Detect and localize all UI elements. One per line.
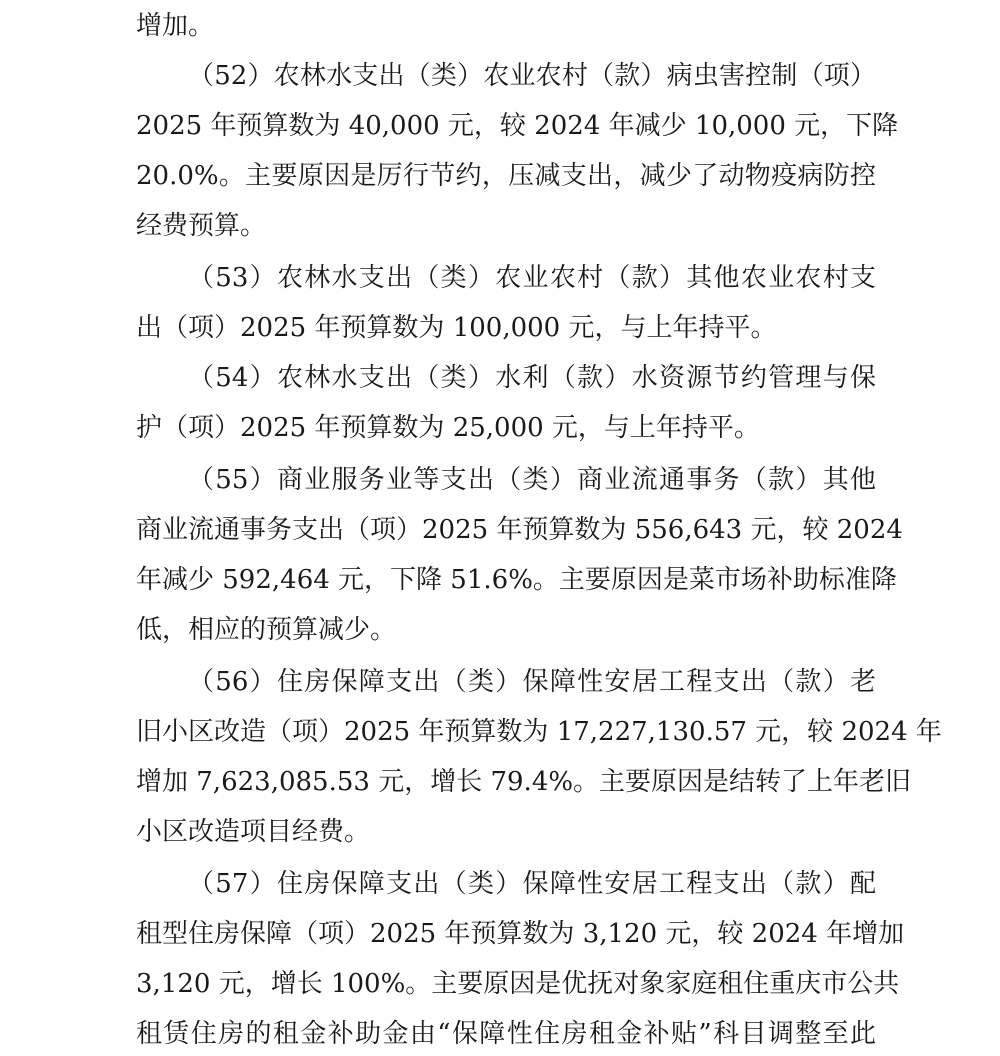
paragraph-57-line-1: （57）住房保障支出（类）保障性安居工程支出（款）配 — [188, 869, 876, 899]
paragraph-54-line-2: 护（项）2025 年预算数为 25,000 元，与上年持平。 — [136, 413, 760, 443]
text-line: 增加。 — [136, 11, 215, 41]
paragraph-53-line-2: 出（项）2025 年预算数为 100,000 元，与上年持平。 — [136, 313, 777, 343]
paragraph-52-line-4: 经费预算。 — [136, 211, 267, 241]
paragraph-54-line-1: （54）农林水支出（类）水利（款）水资源节约管理与保 — [188, 363, 876, 393]
paragraph-57-line-2: 租型住房保障（项）2025 年预算数为 3,120 元，较 2024 年增加 — [136, 919, 905, 949]
paragraph-55-line-1: （55）商业服务业等支出（类）商业流通事务（款）其他 — [188, 465, 876, 495]
paragraph-56-line-3: 增加 7,623,085.53 元，增长 79.4%。主要原因是结转了上年老旧 — [136, 767, 912, 797]
paragraph-56-line-2: 旧小区改造（项）2025 年预算数为 17,227,130.57 元，较 2024 年 — [136, 717, 942, 747]
paragraph-57-line-4: 租赁住房的租金补助金由“保障性住房租金补贴”科目调整至此 — [136, 1019, 876, 1049]
paragraph-56-line-4: 小区改造项目经费。 — [136, 817, 371, 847]
paragraph-55-line-4: 低，相应的预算减少。 — [136, 615, 397, 645]
paragraph-52-line-1: （52）农林水支出（类）农业农村（款）病虫害控制（项） — [188, 61, 876, 91]
paragraph-55-line-2: 商业流通事务支出（项）2025 年预算数为 556,643 元，较 2024 — [136, 515, 903, 545]
paragraph-53-line-1: （53）农林水支出（类）农业农村（款）其他农业农村支 — [188, 263, 876, 293]
paragraph-52-line-2: 2025 年预算数为 40,000 元，较 2024 年减少 10,000 元，下降 — [136, 111, 899, 141]
paragraph-55-line-3: 年减少 592,464 元，下降 51.6%。主要原因是菜市场补助标准降 — [136, 565, 897, 595]
paragraph-52-line-3: 20.0%。主要原因是厉行节约，压减支出，减少了动物疫病防控 — [136, 161, 876, 191]
paragraph-56-line-1: （56）住房保障支出（类）保障性安居工程支出（款）老 — [188, 667, 876, 697]
paragraph-57-line-3: 3,120 元，增长 100%。主要原因是优抚对象家庭租住重庆市公共 — [136, 969, 900, 999]
